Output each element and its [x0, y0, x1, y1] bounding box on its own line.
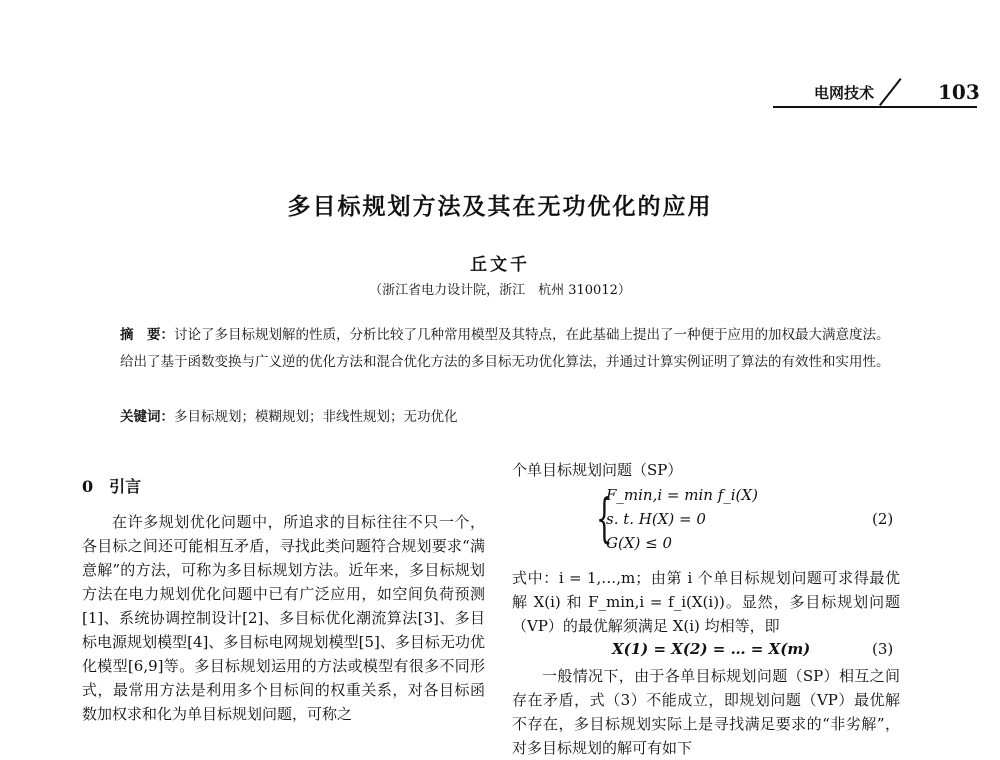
header-rule	[773, 106, 977, 108]
equation-2	[606, 483, 758, 555]
page-number: 103	[938, 80, 980, 104]
right-column-intro: 个单目标规划问题（SP）	[512, 461, 683, 479]
header-slash	[879, 78, 902, 106]
affiliation: （浙江省电力设计院，浙江 杭州 310012）	[369, 283, 631, 298]
equation-3: X(1) = X(2) = … = X(m)	[612, 640, 811, 658]
right-column-para2: 一般情况下，由于各单目标规划问题（SP）相互之间存在矛盾，式（3）不能成立，即规划问题（VP）最优解不存在，多目标规划实际上是寻找满足要求的“非劣解”，对多目标规划的解可有如下	[512, 667, 900, 757]
abstract	[120, 322, 900, 376]
abstract-label: 摘 要：	[120, 327, 174, 343]
right-column-para1: 式中：i = 1,…,m；由第 i 个单目标规划问题可求得最优解 X(i) 和 F_min,i = f_i(X(i))。显然，多目标规划问题（VP）的最优解须满足 X(i) 均相等，即	[512, 569, 900, 635]
equation-2-line: s. t. H(X) = 0	[606, 510, 706, 528]
running-header-section: 电网技术	[814, 84, 875, 102]
equation-3-number: (3)	[872, 640, 894, 658]
keywords-text: 多目标规划；模糊规划；非线性规划；无功优化	[174, 409, 458, 425]
equation-2-line: G(X) ≤ 0	[606, 534, 673, 552]
paper-title: 多目标规划方法及其在无功优化的应用	[287, 193, 713, 220]
keywords	[120, 405, 900, 425]
author: 丘文千	[470, 255, 530, 275]
abstract-text: 讨论了多目标规划解的性质，分析比较了几种常用模型及其特点，在此基础上提出了一种便于应用的加权最大满意度法。给出了基于函数变换与广义逆的优化方法和混合优化方法的多目标无功优化算法，并通过计算实例证明了算法的有效性和实用性。	[120, 327, 890, 370]
left-column-text: 在许多规划优化问题中，所追求的目标往往不只一个，各目标之间还可能相互矛盾，寻找此类问题符合规划要求“满意解”的方法，可称为多目标规划方法。近年来，多目标规划方法在电力规划优化问题中已有广泛应用，如空间负荷预测[1]、系统协调控制设计[2]、多目标优化潮流算法[3]、多目标电源规划模型[4]、多目标电网规划模型[5]、多目标无功优化模型[6,9]等。多目标规划运用的方法或模型有很多不同形式，最常用方法是利用多个目标间的权重关系，对各目标函数加权求和化为单目标规划问题，可称之	[82, 513, 485, 723]
equation-brace: {	[596, 489, 613, 549]
equation-2-number: (2)	[872, 510, 894, 528]
equation-2-line: F_min,i = min f_i(X)	[606, 486, 758, 504]
section-heading: 0 引言	[82, 477, 142, 496]
keywords-label: 关键词：	[120, 409, 174, 425]
